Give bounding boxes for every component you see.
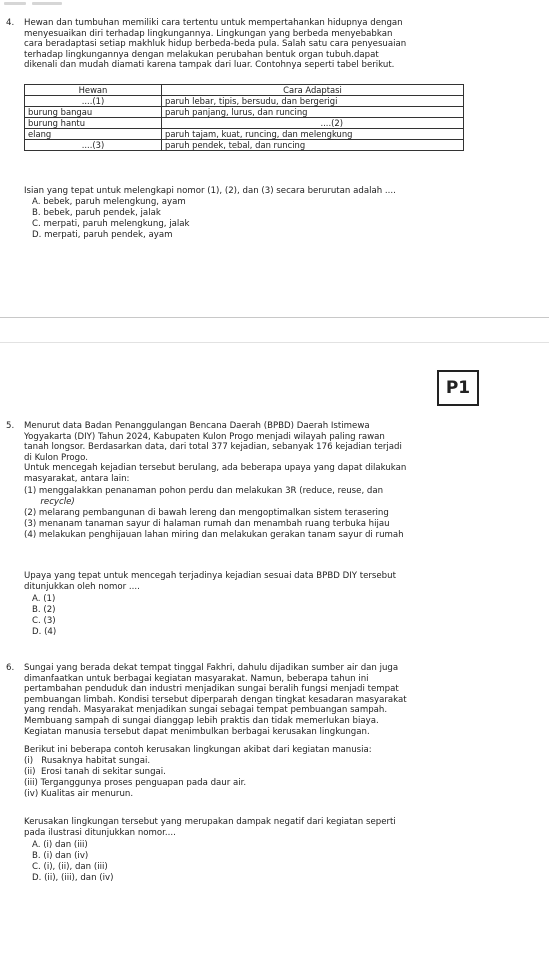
table-cell: elang: [25, 129, 162, 140]
table-cell: paruh lebar, tipis, bersudu, dan bergerigi: [162, 96, 464, 107]
top-cropped-header: [0, 0, 549, 10]
answer-option[interactable]: C. merpati, paruh melengkung, jalak: [32, 219, 190, 229]
intro-line: masyarakat, antara lain:: [24, 473, 130, 484]
answer-option[interactable]: C. (i), (ii), dan (iii): [32, 862, 108, 872]
intro-line: terhadap lingkungannya dengan melakukan perubahan bentuk organ tubuh.dapat: [24, 49, 379, 60]
table-header-row: [25, 85, 464, 96]
example-item: (iii) Terganggunya proses penguapan pada daur air.: [24, 778, 247, 788]
table-cell: ....(2): [162, 118, 464, 129]
question-5-prompt: Upaya yang tepat untuk mencegah terjadinya kejadian sesuai data BPBD DIY tersebut: [24, 571, 396, 581]
intro-line: menyesuaikan diri terhadap lingkungannya. Lingkungan yang berbeda menyebabkan: [24, 28, 393, 39]
intro-line: Kegiatan manusia tersebut dapat menimbulkan berbagai kerusakan lingkungan.: [24, 726, 370, 737]
table-row: [25, 96, 464, 107]
question-5-prompt: ditunjukkan oleh nomor ....: [24, 582, 140, 592]
answer-option[interactable]: B. (i) dan (iv): [32, 851, 89, 861]
table-cell: ....(3): [25, 140, 162, 151]
answer-option[interactable]: D. merpati, paruh pendek, ayam: [32, 230, 173, 240]
answer-option[interactable]: A. bebek, paruh melengkung, ayam: [32, 197, 186, 207]
question-number: 6.: [6, 663, 15, 673]
intro-line: Sungai yang berada dekat tempat tinggal Fakhri, dahulu dijadikan sumber air dan juga: [24, 663, 399, 673]
table-header: Hewan: [25, 85, 162, 96]
table-cell: paruh pendek, tebal, dan runcing: [162, 140, 464, 151]
effort-item: (1) menggalakkan penanaman pohon perdu dan melakukan 3R (reduce, reuse, dan: [24, 486, 384, 496]
intro-line: pembuangan limbah. Kondisi tersebut diperparah dengan tingkat kesadaran masyarakat: [24, 694, 407, 705]
intro-line: Hewan dan tumbuhan memiliki cara tertentu untuk mempertahankan hidupnya dengan: [24, 18, 403, 28]
intro-line: Yogyakarta (DIY) Tahun 2024, Kabupaten Kulon Progo menjadi wilayah paling rawan: [24, 431, 385, 442]
table-row: [25, 107, 464, 118]
page-divider: [0, 317, 549, 318]
answer-option[interactable]: B. bebek, paruh pendek, jalak: [32, 208, 161, 218]
page-divider: [0, 342, 549, 343]
effort-item: recycle): [24, 497, 75, 507]
answer-option[interactable]: C. (3): [32, 616, 56, 626]
question-6-prompt: pada ilustrasi ditunjukkan nomor....: [24, 828, 176, 838]
intro-line: yang rendah. Masyarakat menjadikan sungai sebagai tempat pembuangan sampah.: [24, 705, 388, 716]
question-number: 4.: [6, 18, 15, 28]
effort-item: (3) menanam tanaman sayur di halaman rumah dan menambah ruang terbuka hijau: [24, 519, 390, 529]
table-row: [25, 129, 464, 140]
table-cell: burung bangau: [25, 107, 162, 118]
table-row: [25, 140, 464, 151]
example-item: (i) Rusaknya habitat sungai.: [24, 756, 151, 766]
intro-line: pertambahan penduduk dan industri menjadikan sungai beralih fungsi menjadi tempat: [24, 684, 399, 695]
answer-option[interactable]: B. (2): [32, 605, 56, 615]
answer-option[interactable]: D. (4): [32, 627, 57, 637]
intro-line: di Kulon Progo.: [24, 452, 88, 463]
table-cell: burung hantu: [25, 118, 162, 129]
adaptation-table: [24, 84, 464, 151]
table-cell: paruh tajam, kuat, runcing, dan melengkung: [162, 129, 464, 140]
intro-line: Untuk mencegah kejadian tersebut berulang, ada beberapa upaya yang dapat dilakukan: [24, 463, 407, 474]
table-cell: paruh panjang, lurus, dan runcing: [162, 107, 464, 118]
example-item: (iv) Kualitas air menurun.: [24, 789, 134, 799]
question-4-prompt: Isian yang tepat untuk melengkapi nomor (1), (2), dan (3) secara berurutan adalah ....: [24, 186, 396, 196]
intro-line: Menurut data Badan Penanggulangan Bencana Daerah (BPBD) Daerah Istimewa: [24, 421, 370, 431]
intro-line: cara beradaptasi setiap makhluk hidup berbeda-beda pula. Salah satu cara penyesuaian: [24, 39, 407, 50]
table-cell: ....(1): [25, 96, 162, 107]
intro-line: tanah longsor. Berdasarkan data, dari total 377 kejadian, sebanyak 176 kejadian terjadi: [24, 442, 402, 453]
effort-item: (2) melarang pembangunan di bawah lereng dan mengoptimalkan sistem terasering: [24, 508, 389, 518]
question-6-prompt: Kerusakan lingkungan tersebut yang merupakan dampak negatif dari kegiatan seperti: [24, 817, 396, 827]
effort-item: (4) melakukan penghijauan lahan miring dan melakukan gerakan tanam sayur di rumah: [24, 530, 404, 540]
question-number: 5.: [6, 421, 15, 431]
question-6-intro: [24, 663, 484, 737]
examples-intro: Berikut ini beberapa contoh kerusakan lingkungan akibat dari kegiatan manusia:: [24, 745, 372, 755]
question-4-intro: [24, 18, 469, 71]
intro-line: dimanfaatkan untuk berbagai kegiatan masyarakat. Namun, beberapa tahun ini: [24, 673, 369, 684]
intro-line: dikenali dan mudah diamati karena tampak dari luar. Contohnya seperti tabel berikut.: [24, 60, 395, 71]
intro-line: Membuang sampah di sungai dianggap lebih praktis dan tidak memerlukan biaya.: [24, 715, 379, 726]
answer-option[interactable]: A. (1): [32, 594, 56, 604]
answer-option[interactable]: D. (ii), (iii), dan (iv): [32, 873, 114, 883]
answer-option[interactable]: A. (i) dan (iii): [32, 840, 88, 850]
page-label-box: P1: [437, 370, 479, 406]
table-row: [25, 118, 464, 129]
table-header: Cara Adaptasi: [162, 85, 464, 96]
question-5-intro: [24, 421, 484, 485]
example-item: (ii) Erosi tanah di sekitar sungai.: [24, 767, 166, 777]
